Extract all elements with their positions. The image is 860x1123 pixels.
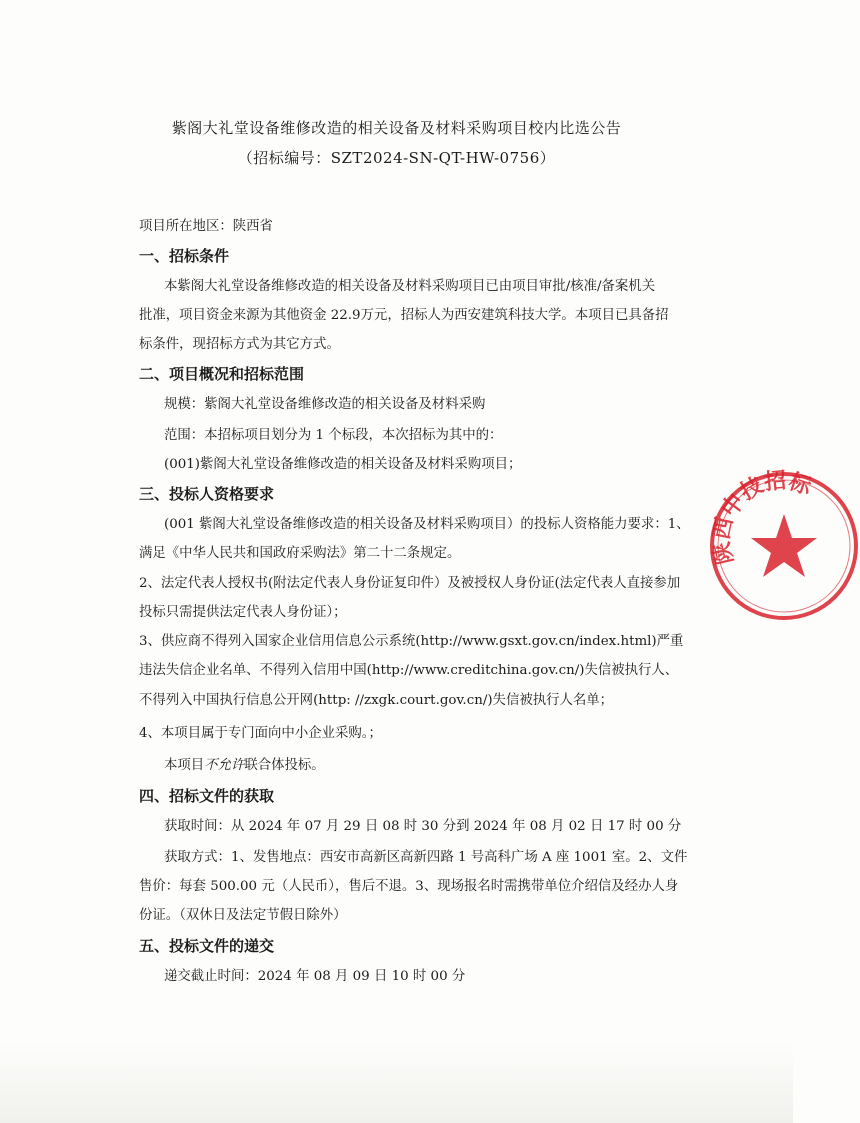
scan-shadow	[0, 1043, 793, 1123]
text-fragment: 本项目	[164, 758, 205, 773]
section-heading-4: 四、招标文件的获取	[139, 787, 275, 805]
paragraph-line: 2、法定代表人授权书(附法定代表人身份证复印件）及被授权人身份证(法定代表人直接参加	[139, 576, 681, 591]
paragraph-line: 批准，项目资金来源为其他资金 22.9万元，招标人为西安建筑科技大学。本项目已具备招	[139, 308, 669, 323]
paragraph-line: 不得列入中国执行信息公开网(http: //zxgk.court.gov.cn/)失信被执行人名单；	[139, 693, 614, 708]
paragraph-line: 3、供应商不得列入国家企业信用信息公示系统(http://www.gsxt.gov.cn/index.html)严重	[139, 634, 684, 649]
paragraph-line: 份证。（双休日及法定节假日除外）	[139, 908, 347, 923]
paragraph-line: 获取时间：从 2024 年 07 月 29 日 08 时 30 分到 2024 年 08 月 02 日 17 时 00 分	[164, 819, 682, 834]
tender-number: （招标编号：SZT2024-SN-QT-HW-0756）	[237, 149, 556, 167]
section-heading-1: 一、招标条件	[139, 247, 230, 265]
paragraph-line: 4、本项目属于专门面向中小企业采购。；	[139, 726, 382, 741]
paragraph-line: 获取方式：1、发售地点：西安市高新区高新四路 1 号高科广场 A 座 1001 室。2、文件	[164, 850, 688, 865]
document-title: 紫阁大礼堂设备维修改造的相关设备及材料采购项目校内比选公告	[171, 119, 622, 137]
project-region: 项目所在地区：陕西省	[139, 219, 273, 234]
text-fragment: 联合体投标。	[244, 758, 325, 773]
svg-text:陕西中技招标	[708, 467, 815, 566]
section-heading-5: 五、投标文件的递交	[139, 937, 275, 955]
paragraph-line: 递交截止时间：2024 年 08 月 09 日 10 时 00 分	[164, 969, 466, 984]
seal-star-icon	[751, 514, 817, 577]
paragraph-line: 售价：每套 500.00 元（人民币），售后不退。3、现场报名时需携带单位介绍信及经办人身	[139, 879, 679, 894]
paragraph-line: (001)紫阁大礼堂设备维修改造的相关设备及材料采购项目；	[164, 457, 522, 472]
paragraph-line	[164, 757, 325, 775]
section-heading-3: 三、投标人资格要求	[139, 485, 275, 503]
paragraph-line: 违法失信企业名单、不得列入信用中国(http://www.creditchina.gov.cn/)失信被执行人、	[139, 663, 679, 678]
paragraph-line: 投标只需提供法定代表人身份证）；	[139, 605, 347, 620]
paragraph-line: 满足《中华人民共和国政府采购法》第二十二条规定。	[139, 546, 461, 561]
paragraph-line: 规模：紫阁大礼堂设备维修改造的相关设备及材料采购	[164, 397, 486, 412]
paragraph-line: 范围：本招标项目划分为 1 个标段，本次招标为其中的：	[164, 428, 503, 443]
seal-text: 陕西中技招标	[709, 468, 815, 567]
text-fragment-italic: 不允许	[204, 758, 245, 773]
paragraph-line: 标条件，现招标方式为其它方式。	[139, 337, 340, 352]
section-heading-2: 二、项目概况和招标范围	[139, 365, 305, 383]
paragraph-line: (001 紫阁大礼堂设备维修改造的相关设备及材料采购项目）的投标人资格能力要求：1、	[164, 517, 690, 532]
company-seal-stamp	[700, 466, 860, 626]
paragraph-line: 本紫阁大礼堂设备维修改造的相关设备及材料采购项目已由项目审批/核准/备案机关	[164, 279, 656, 294]
